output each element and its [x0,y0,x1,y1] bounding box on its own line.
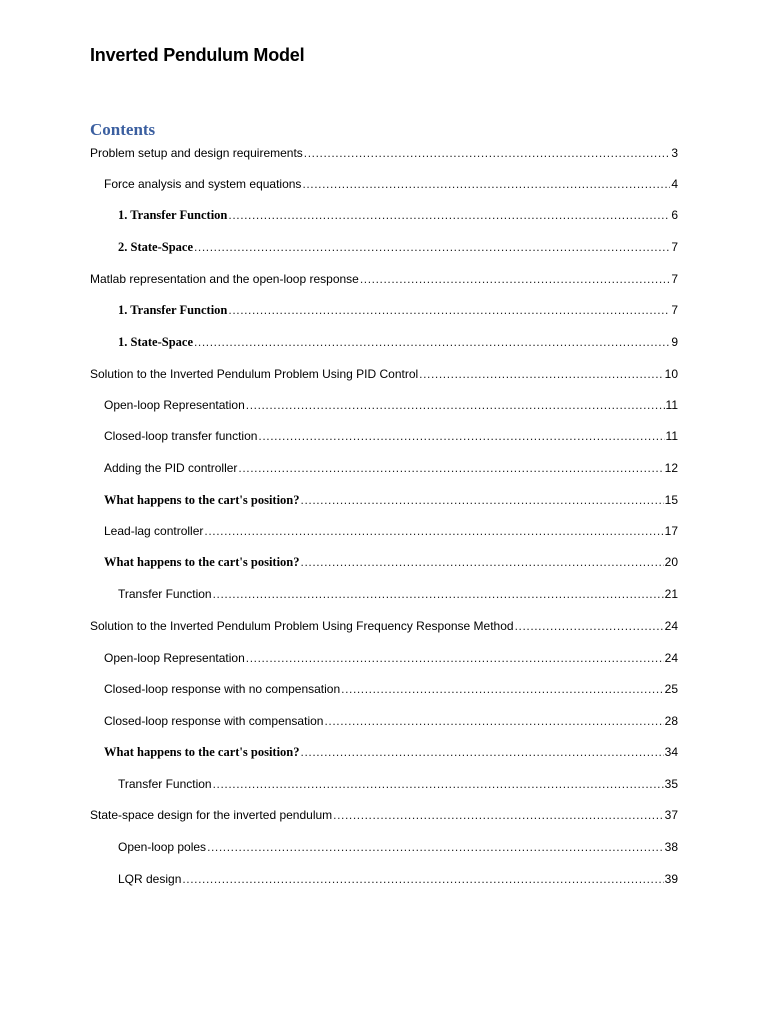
toc-entry-text: Solution to the Inverted Pendulum Problem Using Frequency Response Method [90,619,514,633]
toc-leader [207,839,664,855]
toc-entry-text: Open-loop poles [118,840,207,854]
toc-leader [302,176,670,192]
toc-entry[interactable] [118,334,678,350]
toc-entry-text: Solution to the Inverted Pendulum Problem Using PID Control [90,367,419,381]
toc-leader [238,460,663,476]
document-title: Inverted Pendulum Model [90,45,305,65]
toc-page-number: 9 [671,335,678,349]
toc-page-number: 7 [671,303,678,317]
toc-page-number: 4 [671,177,678,191]
toc-entry[interactable] [90,807,678,823]
toc-entry-text: Lead-lag controller [104,524,204,538]
toc-entry[interactable] [90,145,678,161]
toc-page-number: 34 [664,745,678,759]
toc-entry[interactable] [118,207,678,223]
toc-page-number: 38 [664,840,678,854]
toc-entry-text: Closed-loop response with no compensation [104,682,341,696]
toc-entry[interactable] [104,681,678,697]
toc-entry-text: Closed-loop response with compensation [104,714,324,728]
toc-leader [258,428,664,444]
toc-entry-text: What happens to the cart's position? [104,493,300,507]
toc-entry[interactable] [118,586,678,602]
toc-leader [204,523,663,539]
toc-entry-text: Matlab representation and the open-loop response [90,272,359,286]
toc-leader [304,145,671,161]
toc-page-number: 25 [664,682,678,696]
toc-page-number: 35 [664,777,678,791]
toc-page-number: 7 [671,272,678,286]
toc-page-number: 24 [664,651,678,665]
toc-entry[interactable] [104,397,678,413]
toc-entry-text: Adding the PID controller [104,461,238,475]
toc-entry[interactable] [104,176,678,192]
toc-leader [213,586,664,602]
toc-leader [333,807,663,823]
toc-entry-text: State-space design for the inverted pendulum [90,808,333,822]
toc-leader [213,776,664,792]
toc-entry[interactable] [104,744,678,760]
toc-page-number: 37 [664,808,678,822]
toc-entry[interactable] [104,554,678,570]
toc-leader [301,554,664,570]
toc-entry-text: Transfer Function [118,587,212,601]
toc-leader [182,871,663,887]
toc-page-number: 10 [664,367,678,381]
toc-entry-text: Open-loop Representation [104,398,245,412]
toc-page-number: 12 [664,461,678,475]
toc-entry[interactable] [90,271,678,287]
toc-leader [324,713,663,729]
toc-entry-text: Open-loop Representation [104,651,245,665]
toc-page-number: 20 [664,555,678,569]
toc-entry-text: 1. Transfer Function [118,303,228,317]
toc-page-number: 15 [664,493,678,507]
toc-page-number: 39 [664,872,678,886]
toc-leader [228,302,670,318]
toc-page-number: 24 [664,619,678,633]
toc-page-number: 7 [671,240,678,254]
toc-leader [246,650,664,666]
toc-entry-text: What happens to the cart's position? [104,745,300,759]
toc-leader [360,271,670,287]
toc-leader [301,744,664,760]
toc-page-number: 17 [664,524,678,538]
toc-entry[interactable] [104,713,678,729]
toc-entry-text: 1. Transfer Function [118,208,228,222]
toc-entry-text: Force analysis and system equations [104,177,302,191]
toc-entry[interactable] [90,366,678,382]
toc-page-number: 28 [664,714,678,728]
toc-page-number: 11 [665,398,678,412]
toc-entry[interactable] [104,650,678,666]
toc-page-number: 21 [664,587,678,601]
toc-leader [301,492,664,508]
toc-page-number: 3 [671,146,678,160]
toc-page-number: 11 [665,429,678,443]
toc-leader [194,334,670,350]
toc-leader [228,207,670,223]
toc-leader [419,366,663,382]
toc-entry-text: Closed-loop transfer function [104,429,258,443]
toc-entry[interactable] [118,302,678,318]
toc-leader [515,618,664,634]
toc-entry-text: Transfer Function [118,777,212,791]
toc-entry[interactable] [118,776,678,792]
toc-leader [194,239,670,255]
toc-entry[interactable] [104,428,678,444]
toc-entry[interactable] [104,523,678,539]
toc-entry[interactable] [90,618,678,634]
toc-entry[interactable] [118,871,678,887]
toc-page-number: 6 [671,208,678,222]
toc-entry[interactable] [118,839,678,855]
toc-leader [341,681,664,697]
toc-entry-text: 1. State-Space [118,335,193,349]
toc-leader [246,397,665,413]
toc-entry-text: 2. State-Space [118,240,193,254]
toc-entry-text: LQR design [118,872,182,886]
toc-entry-text: Problem setup and design requirements [90,146,303,160]
toc-entry[interactable] [118,239,678,255]
toc-heading: Contents [90,120,156,139]
toc-entry[interactable] [104,460,678,476]
toc-entry-text: What happens to the cart's position? [104,555,300,569]
toc-entry[interactable] [104,492,678,508]
